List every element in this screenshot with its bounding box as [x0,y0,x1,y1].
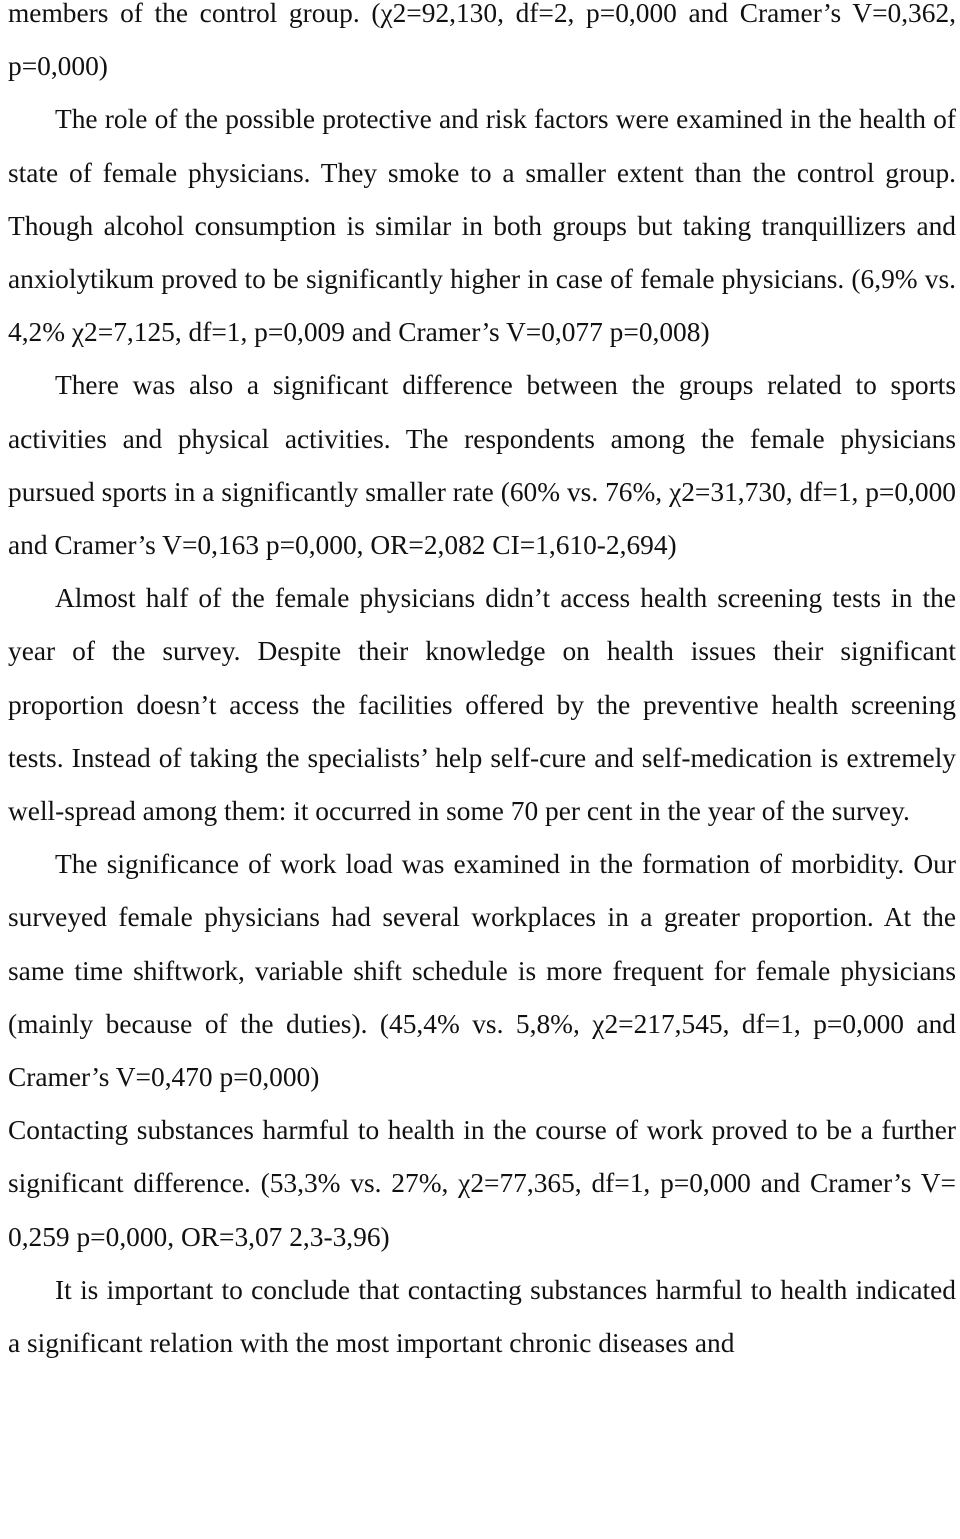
paragraph-sports-activities: There was also a significant difference between the groups related to sports activities and physical activities. The respondents among the female physicians pursued sports in a significantly smaller rate (60% vs. 76%, χ2=31,730, df=1, p=0,000 and Cramer’s V=0,163 p=0,000, OR=2,082 CI=1,610-2,694) [8,370,956,561]
paragraph-harmful-substances: Contacting substances harmful to health in the course of work proved to be a further significant difference. (53,3% vs. 27%, χ2=77,365, df=1, p=0,000 and Cramer’s V= 0,259 p=0,000, OR=3,07 2,3-3,96) [8,1115,956,1252]
paragraph-protective-risk-factors: The role of the possible protective and risk factors were examined in the health of state of female physicians. They smoke to a smaller extent than the control group. Though alcohol consumption is similar in both groups but taking tranquillizers and anxiolytikum proved to be significantly higher in case of female physicians. (6,9% vs. 4,2% χ2=7,125, df=1, p=0,009 and Cramer’s V=0,077 p=0,008) [8,104,956,348]
paragraph-health-screening: Almost half of the female physicians didn’t access health screening tests in the year of the survey. Despite their knowledge on health issues their significant proportion doesn’t access the facilities offered by the preventive health screening tests. Instead of taking the specialists’ help self-cure and self-medication is extremely well-spread among them: it occurred in some 70 per cent in the year of the survey. [8,583,956,827]
paragraph-control-group-result: members of the control group. (χ2=92,130, df=2, p=0,000 and Cramer’s V=0,362, p=0,000) [8,0,956,82]
paragraph-work-load: The significance of work load was examined in the formation of morbidity. Our surveyed female physicians had several workplaces in a greater proportion. At the same time shiftwork, variable shift schedule is more frequent for female physicians (mainly because of the duties). (45,4% vs. 5,8%, χ2=217,545, df=1, p=0,000 and Cramer’s V=0,470 p=0,000) [8,849,956,1093]
paragraph-conclusion: It is important to conclude that contacting substances harmful to health indicated a significant relation with the most important chronic diseases and [8,1274,956,1359]
